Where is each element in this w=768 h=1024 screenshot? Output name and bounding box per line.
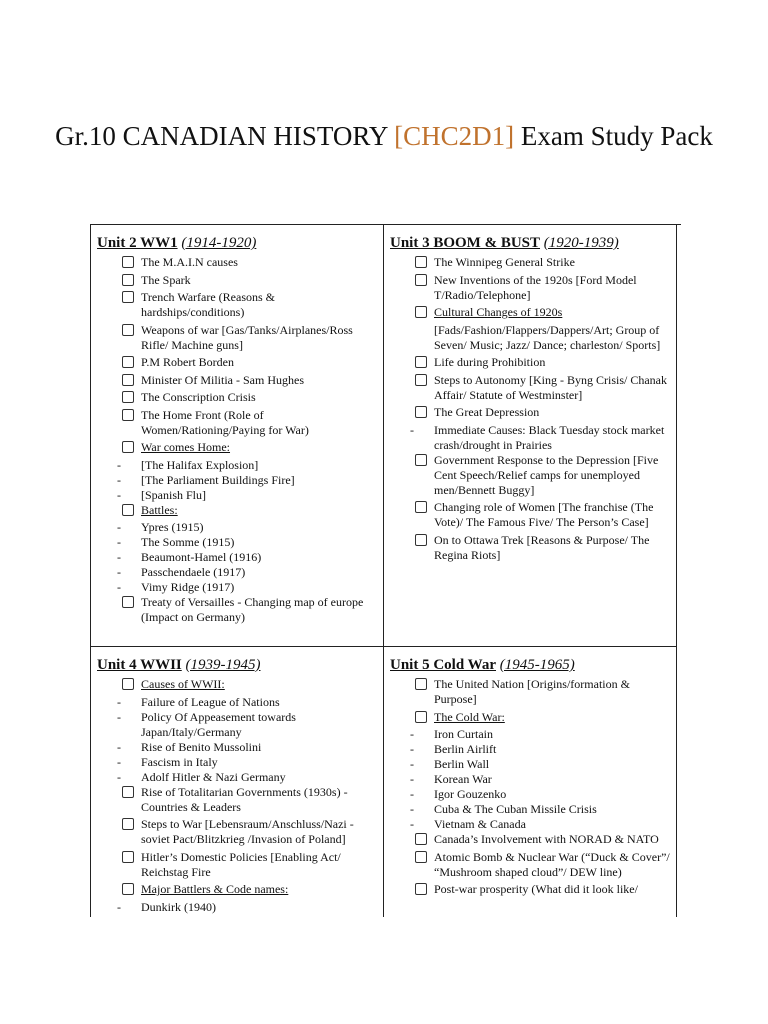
list-item [390,305,670,320]
list-item [97,755,377,770]
list-item [390,727,670,742]
checkbox[interactable] [122,441,134,453]
checkbox[interactable] [415,833,427,845]
unit-heading [390,233,670,253]
topic-text: Immediate Causes: Black Tuesday stock market crash/drought in Prairies [434,422,665,452]
checkbox[interactable] [122,851,134,863]
list-item [97,695,377,710]
list-item [390,832,670,847]
unit-years: (1920-1939) [543,235,619,251]
dash-bullet: - [410,422,414,437]
topic-text: P.M Robert Borden [141,355,234,369]
checkbox[interactable] [122,818,134,830]
list-item [97,882,377,897]
dash-bullet: - [410,802,414,816]
list-item [390,742,670,757]
list-item [97,770,377,785]
topic-text: The Home Front (Role of Women/Rationing/Paying for War) [141,407,309,437]
list-item [97,580,377,595]
dash-bullet: - [117,769,121,784]
topic-text: War comes Home: [141,440,231,454]
topic-text: Vimy Ridge (1917) [141,580,235,594]
topic-list [390,255,670,563]
list-item [390,757,670,772]
topic-text: The United Nation [Origins/formation & Purpose] [434,677,630,706]
unit-name: Unit 4 WWII [97,657,182,673]
unit-years: (1939-1945) [185,657,261,673]
dash-bullet: - [117,754,121,769]
topic-text: Adolf Hitler & Nazi Germany [141,769,286,784]
dash-bullet: - [117,899,121,914]
dash-bullet: - [117,472,121,487]
dash-bullet: - [410,742,414,756]
checkbox[interactable] [122,256,134,268]
list-item [97,900,377,915]
topic-text: Ypres (1915) [141,520,204,534]
topic-text: On to Ottawa Trek [Reasons & Purpose/ The Regina Riots] [434,532,650,562]
dash-bullet: - [117,580,121,594]
checkbox[interactable] [122,883,134,895]
list-item [390,405,670,420]
list-item [390,255,670,270]
list-item [390,772,670,787]
list-item [390,817,670,832]
topic-text: Failure of League of Nations [141,694,280,709]
list-item [97,710,377,740]
checkbox[interactable] [415,406,427,418]
list-item [390,710,670,725]
list-item [390,453,670,498]
dash-bullet: - [410,772,414,786]
list-item [97,503,377,518]
topic-list [97,677,377,915]
list-item [97,290,377,320]
dash-bullet: - [410,817,414,831]
page-title [0,116,768,156]
dash-bullet: - [117,535,121,549]
list-item [97,440,377,455]
checkbox[interactable] [122,391,134,403]
list-item [390,323,670,353]
checkbox[interactable] [122,324,134,336]
list-item [97,850,377,880]
topic-text: Korean War [434,772,492,786]
checkbox[interactable] [415,711,427,723]
list-item [97,565,377,580]
list-item [390,373,670,403]
topic-text: Canada’s Involvement with NORAD & NATO [434,832,659,846]
topic-text: Steps to War [Lebensraum/Anschluss/Nazi - soviet Pact/Blitzkrieg /Invasion of Poland] [141,817,354,846]
checkbox[interactable] [415,256,427,268]
topic-text: The M.A.I.N causes [141,255,238,269]
topic-text: The Great Depression [434,405,540,419]
list-item [390,850,670,880]
topic-text: [The Halifax Explosion] [141,457,259,472]
topic-text: Hitler’s Domestic Policies [Enabling Act/ Reichstag Fire [141,849,341,879]
topic-text: Berlin Wall [434,757,490,771]
checkbox[interactable] [122,356,134,368]
unit-name: Unit 5 Cold War [390,657,496,673]
topic-text: The Spark [141,272,191,287]
table-row [91,225,681,647]
topic-text: Major Battlers & Code names: [141,882,289,896]
list-item [390,423,670,453]
checkbox[interactable] [122,409,134,421]
list-item [97,355,377,370]
topic-text: The Conscription Crisis [141,390,256,404]
topic-list [97,255,377,625]
unit-cell [91,225,384,647]
unit-name: Unit 3 BOOM & BUST [390,235,541,251]
checkbox[interactable] [122,786,134,798]
dash-bullet: - [117,739,121,754]
course-code: [CHC2D1] [394,121,515,151]
list-item [97,323,377,353]
topic-text: Trench Warfare (Reasons & hardships/conditions) [141,290,275,319]
dash-bullet: - [117,487,121,502]
unit-heading [97,233,377,253]
dash-bullet: - [117,457,121,472]
checkbox[interactable] [415,274,427,286]
dash-bullet: - [410,727,414,741]
list-item [97,458,377,473]
topic-text: Berlin Airlift [434,742,497,756]
list-item [390,273,670,303]
unit-cell [384,225,677,647]
list-item [97,520,377,535]
checkbox[interactable] [122,596,134,608]
list-item [97,785,377,815]
dash-bullet: - [117,694,121,709]
checkbox[interactable] [122,291,134,303]
dash-bullet: - [410,787,414,801]
list-item [390,677,670,707]
topic-text: Atomic Bomb & Nuclear War (“Duck & Cover”/ “Mushroom shaped cloud”/ DEW line) [434,849,670,879]
checkbox[interactable] [415,678,427,690]
checkbox[interactable] [415,356,427,368]
topic-text: Treaty of Versailles - Changing map of europe (Impact on Germany) [141,595,364,624]
unit-cell [384,647,677,917]
list-item [97,255,377,270]
list-item [390,787,670,802]
list-item [97,550,377,565]
unit-cell [91,647,384,917]
list-item [97,390,377,405]
topic-text: Policy Of Appeasement towards Japan/Italy/Germany [141,709,296,739]
title-suffix: Exam Study Pack [514,121,713,151]
topic-text: Beaumont-Hamel (1916) [141,550,262,564]
topic-text: The Somme (1915) [141,535,235,549]
checkbox[interactable] [415,454,427,466]
topic-text: Passchendaele (1917) [141,565,246,579]
topic-text: Battles: [141,502,178,517]
topic-text: [The Parliament Buildings Fire] [141,472,295,487]
checkbox[interactable] [122,374,134,386]
list-item [390,533,670,563]
topic-list [390,677,670,897]
dash-bullet: - [117,520,121,534]
dash-bullet: - [117,709,121,724]
topic-text: The Winnipeg General Strike [434,255,575,269]
checkbox[interactable] [122,504,134,516]
list-item [97,273,377,288]
list-item [97,817,377,847]
topic-text: Steps to Autonomy [King - Byng Crisis/ Chanak Affair/ Statute of Westminster] [434,372,668,402]
list-item [97,535,377,550]
dash-bullet: - [117,565,121,579]
topic-text: Post-war prosperity (What did it look like/ [434,882,638,896]
topic-text: Rise of Benito Mussolini [141,739,262,754]
topic-text: Fascism in Italy [141,754,218,769]
checkbox[interactable] [415,374,427,386]
checkbox[interactable] [415,534,427,546]
list-item [390,802,670,817]
topic-text: Minister Of Militia - Sam Hughes [141,372,304,387]
topic-text: Changing role of Women [The franchise (The Vote)/ The Famous Five/ The Person’s Case] [434,500,654,529]
checkbox[interactable] [415,306,427,318]
topic-text: New Inventions of the 1920s [Ford Model T/Radio/Telephone] [434,272,637,302]
checkbox[interactable] [415,883,427,895]
unit-heading [97,655,377,675]
topic-text: Cuba & The Cuban Missile Crisis [434,802,597,816]
checkbox[interactable] [415,851,427,863]
list-item [97,408,377,438]
list-item [390,355,670,370]
list-item [97,677,377,692]
table-row [91,647,681,917]
unit-heading [390,655,670,675]
list-item [97,740,377,755]
topic-text: Government Response to the Depression [Five Cent Speech/Relief camps for unemployed men/Bennett Buggy] [434,452,659,497]
topic-text: Igor Gouzenko [434,787,507,801]
list-item [97,473,377,488]
checkbox[interactable] [415,501,427,513]
topic-text: Rise of Totalitarian Governments (1930s) - Countries & Leaders [141,784,348,814]
study-table [90,224,681,917]
topic-text: Causes of WWII: [141,677,225,691]
unit-years: (1914-1920) [181,235,257,251]
topic-text: Life during Prohibition [434,355,546,369]
topic-text: Cultural Changes of 1920s [434,305,563,319]
topic-text: Vietnam & Canada [434,817,526,831]
dash-bullet: - [410,757,414,771]
title-text: Gr.10 CANADIAN HISTORY [55,121,395,151]
unit-years: (1945-1965) [499,657,575,673]
topic-text: The Cold War: [434,709,505,724]
list-item [97,488,377,503]
topic-text: [Fads/Fashion/Flappers/Dappers/Art; Group of Seven/ Music; Jazz/ Dance; charleston/ Sports] [434,322,661,352]
topic-text: Iron Curtain [434,727,493,741]
topic-text: [Spanish Flu] [141,487,207,502]
list-item [97,595,377,625]
list-item [390,500,670,530]
checkbox[interactable] [122,274,134,286]
checkbox[interactable] [122,678,134,690]
topic-text: Dunkirk (1940) [141,899,216,914]
list-item [97,373,377,388]
dash-bullet: - [117,550,121,564]
list-item [390,882,670,897]
unit-name: Unit 2 WW1 [97,235,178,251]
topic-text: Weapons of war [Gas/Tanks/Airplanes/Ross Rifle/ Machine guns] [141,322,353,352]
